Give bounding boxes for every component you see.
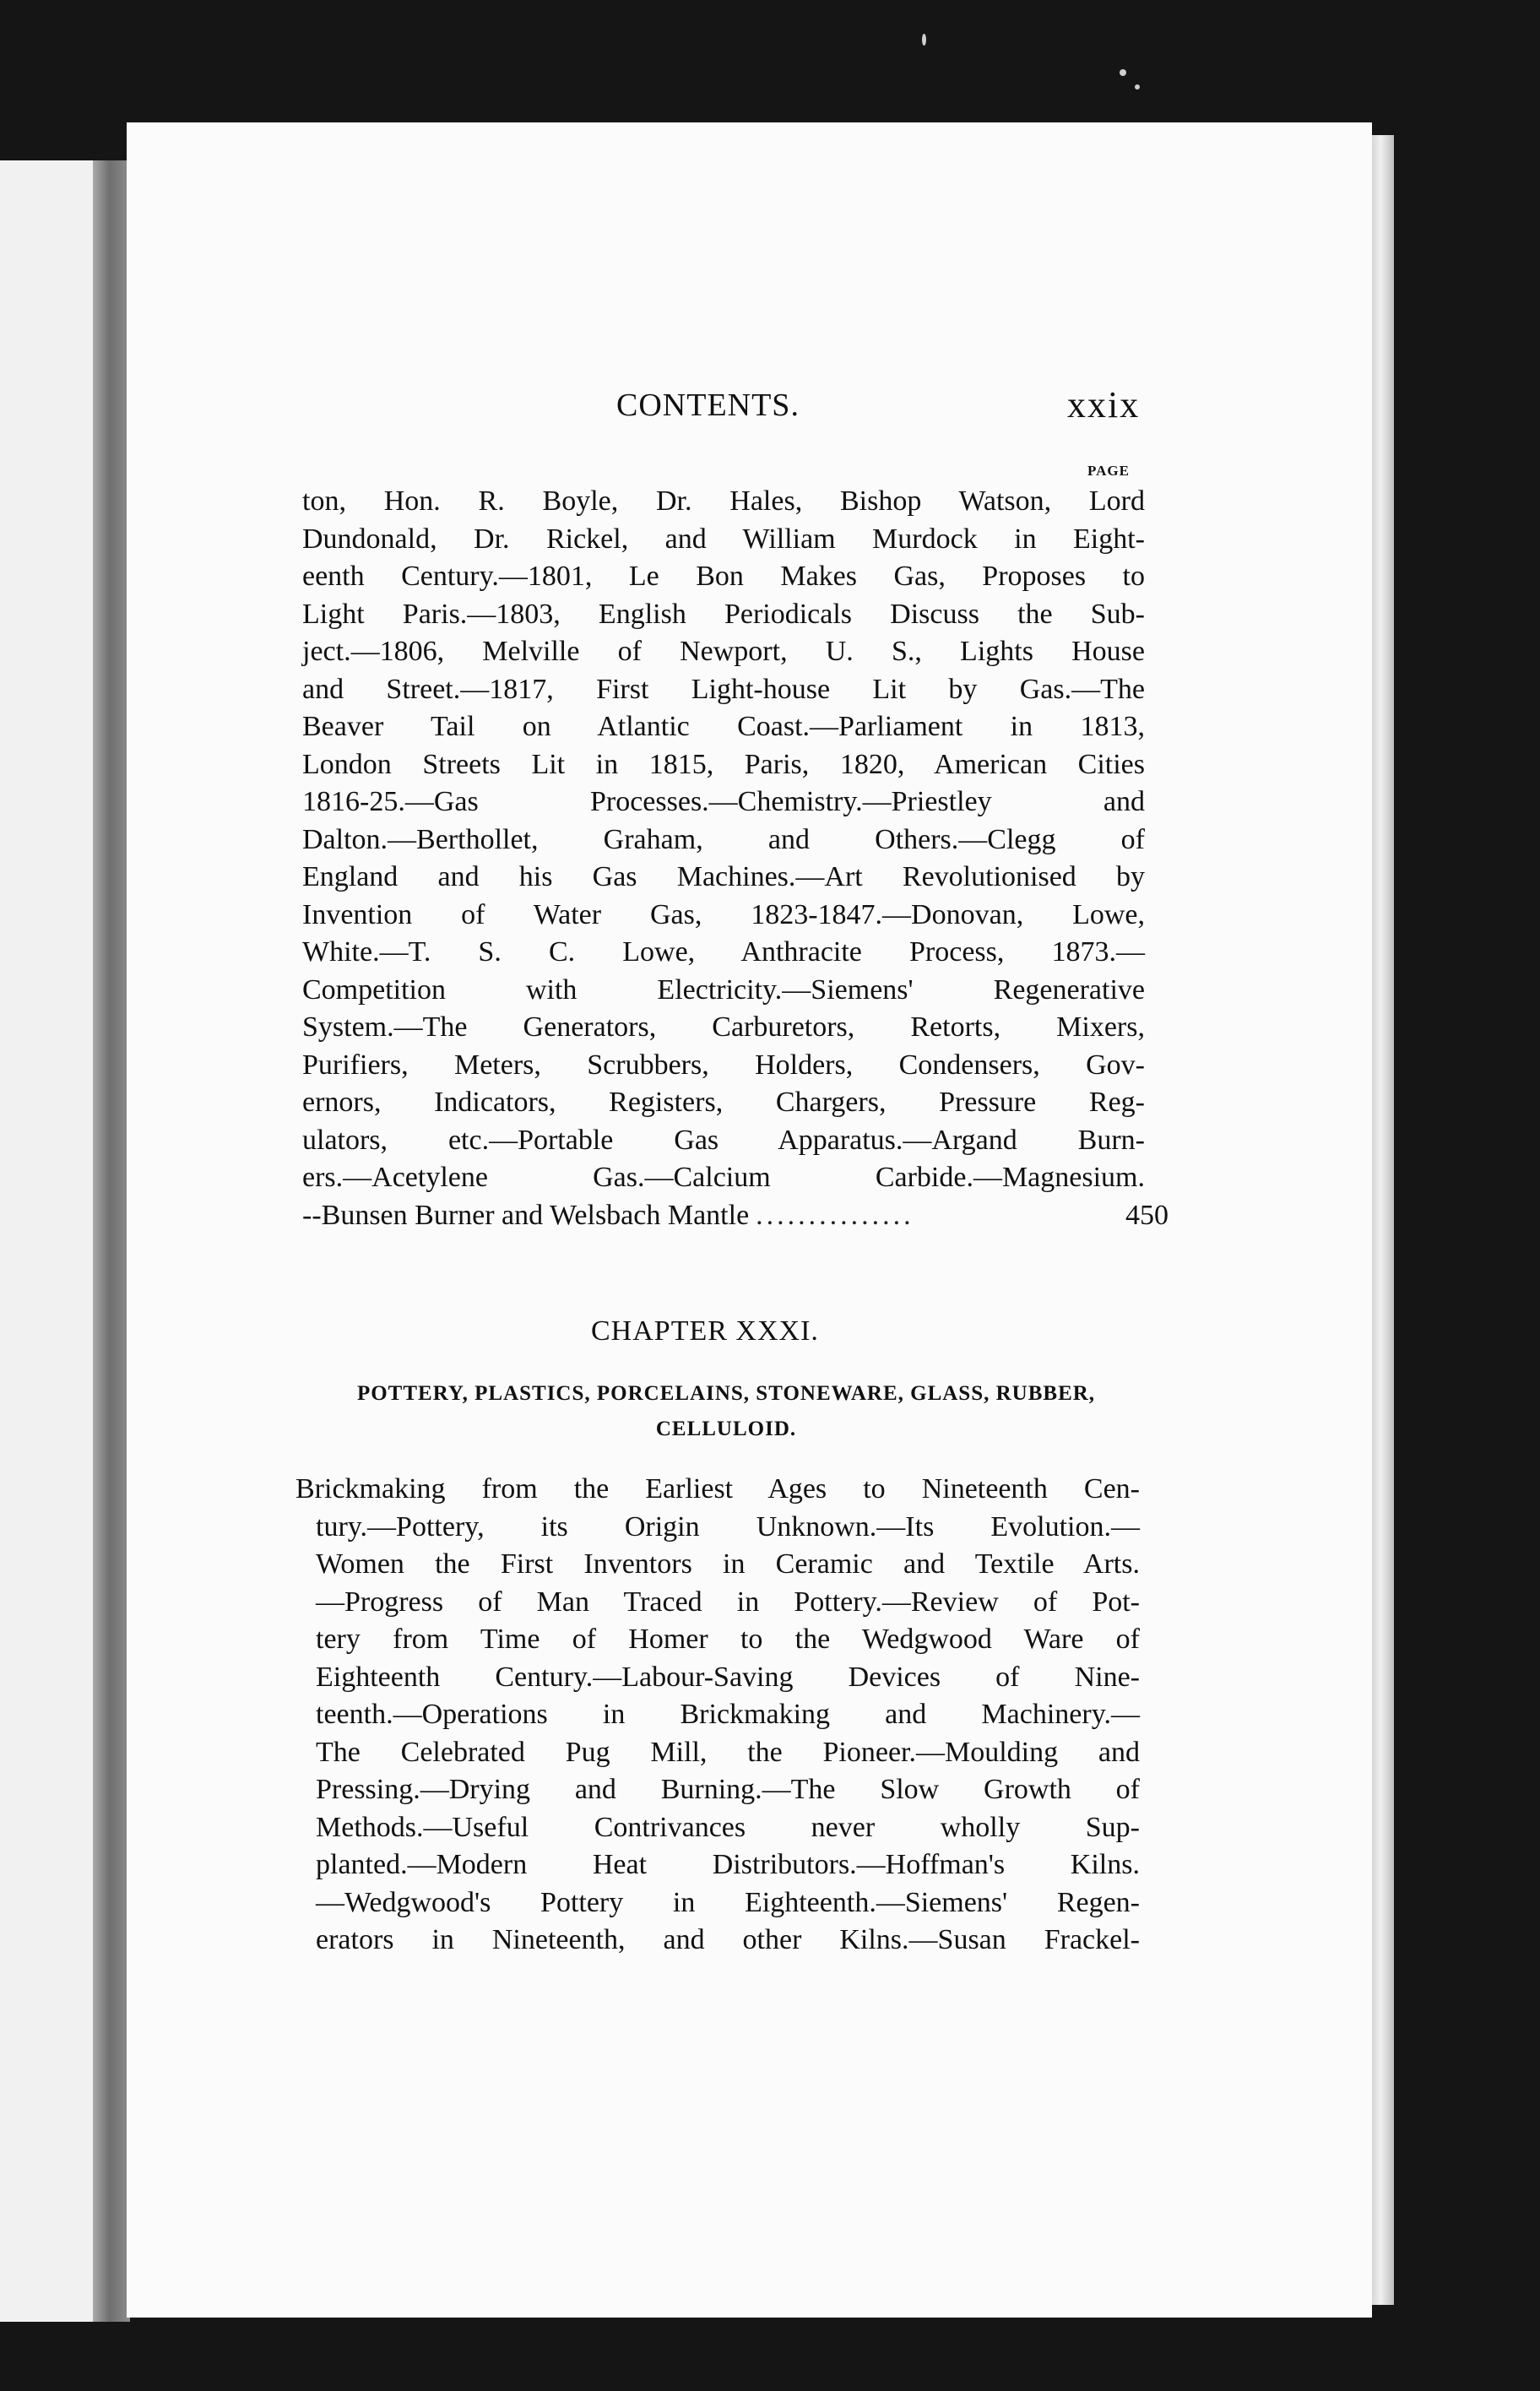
dust-speck: [922, 34, 926, 46]
entry-line: Pressing.—Drying and Burning.—The Slow Growth of: [316, 1774, 1140, 1805]
entry-line: tury.—Pottery, its Origin Unknown.—Its Evolution.—: [316, 1510, 1140, 1542]
entry-line: ject.—1806, Melville of Newport, U. S., Lights House: [302, 636, 1145, 667]
entry-line: Dundonald, Dr. Rickel, and William Murdock in Eight-: [302, 523, 1145, 555]
page-column-label: PAGE: [1087, 463, 1130, 479]
page-folio: xxix: [1067, 384, 1141, 426]
entry-line: The Celebrated Pug Mill, the Pioneer.—Moulding and: [316, 1736, 1140, 1768]
entry-line: —Wedgwood's Pottery in Eighteenth.—Siemens' Regen-: [316, 1886, 1140, 1918]
entry-line: ernors, Indicators, Registers, Chargers, Pressure Reg-: [302, 1087, 1145, 1118]
entry-final-line: [302, 1197, 1169, 1235]
entry-line: —Progress of Man Traced in Pottery.—Review of Pot-: [316, 1586, 1140, 1618]
running-title: CONTENTS.: [616, 388, 800, 423]
entry-line: Light Paris.—1803, English Periodicals Discuss the Sub-: [302, 598, 1145, 630]
entry-line: tery from Time of Homer to the Wedgwood Ware of: [316, 1624, 1140, 1655]
entry-line: teenth.—Operations in Brickmaking and Machinery.—: [316, 1699, 1140, 1730]
entry-line: White.—T. S. C. Lowe, Anthracite Process, 1873.—: [302, 936, 1145, 968]
entry-line: ulators, etc.—Portable Gas Apparatus.—Argand Burn-: [302, 1124, 1145, 1156]
chapter-heading: CHAPTER XXXI.: [591, 1315, 819, 1347]
entry-line: Women the First Inventors in Ceramic and Textile Arts.: [316, 1548, 1140, 1580]
chapter-subtitle: [287, 1376, 1165, 1447]
page-reference: 450: [1125, 1199, 1169, 1231]
entry-line: --Bunsen Burner and Welsbach Mantle: [302, 1199, 750, 1231]
entry-line: London Streets Lit in 1815, Paris, 1820, American Cities: [302, 748, 1145, 780]
entry-line: ers.—Acetylene Gas.—Calcium Carbide.—Magnesium.: [302, 1162, 1145, 1193]
entry-line: England and his Gas Machines.—Art Revolutionised by: [302, 861, 1145, 892]
entry-line: planted.—Modern Heat Distributors.—Hoffman's Kilns.: [316, 1849, 1140, 1880]
entry-line: erators in Nineteenth, and other Kilns.—Susan Frackel-: [316, 1924, 1140, 1955]
dust-speck: [1120, 69, 1126, 76]
entry-line: ton, Hon. R. Boyle, Dr. Hales, Bishop Watson, Lord: [302, 485, 1145, 517]
dust-speck: [1135, 84, 1140, 89]
entry-line: Purifiers, Meters, Scrubbers, Holders, Condensers, Gov-: [302, 1049, 1145, 1081]
entry-line: Invention of Water Gas, 1823-1847.—Donovan, Lowe,: [302, 898, 1145, 930]
chapter-subtitle-line: POTTERY, PLASTICS, PORCELAINS, STONEWARE, GLASS, RUBBER,: [356, 1382, 1096, 1405]
chapter-subtitle-line: CELLULOID.: [655, 1418, 797, 1440]
entry-line: 1816-25.—Gas Processes.—Chemistry.—Priestley and: [302, 786, 1145, 817]
entry-line: System.—The Generators, Carburetors, Retorts, Mixers,: [302, 1011, 1145, 1043]
entry-line: Competition with Electricity.—Siemens' Regenerative: [302, 973, 1145, 1006]
page-fore-edge: [1372, 135, 1394, 2305]
entry-line: Brickmaking from the Earliest Ages to Nineteenth Cen-: [296, 1473, 1140, 1505]
dot-leader: ...............: [756, 1199, 914, 1231]
book-gutter: [93, 160, 130, 2322]
contents-entry: [296, 1471, 1140, 1960]
entry-line: Methods.—Useful Contrivances never wholly Sup-: [316, 1811, 1140, 1843]
entry-line: eenth Century.—1801, Le Bon Makes Gas, Proposes to: [302, 561, 1145, 592]
entry-line: Eighteenth Century.—Labour-Saving Devices of Nine-: [316, 1661, 1140, 1693]
contents-entry-continued: [302, 483, 1169, 1234]
entry-line: and Street.—1817, First Light-house Lit by Gas.—The: [302, 673, 1145, 705]
entry-line: Dalton.—Berthollet, Graham, and Others.—Clegg of: [302, 823, 1145, 855]
entry-line: Beaver Tail on Atlantic Coast.—Parliament in 1813,: [302, 711, 1145, 742]
